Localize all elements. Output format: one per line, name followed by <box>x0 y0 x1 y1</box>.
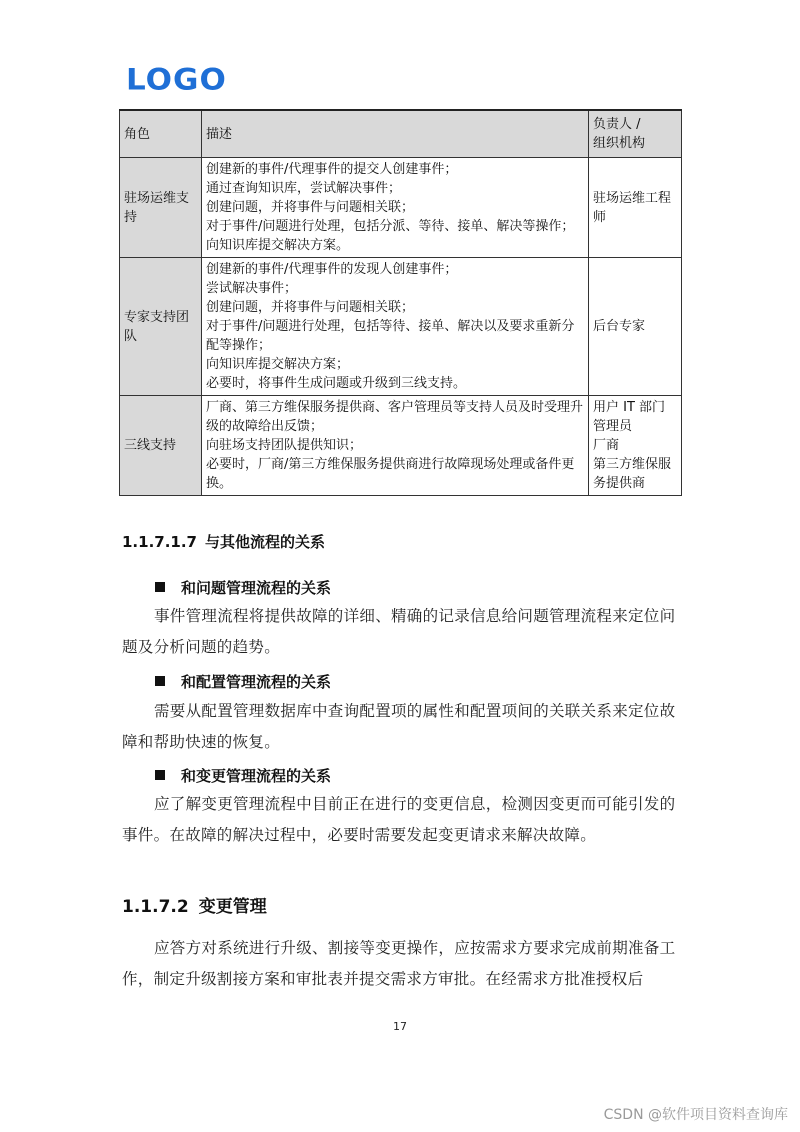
desc-line: 创建新的事件/代理事件的发现人创建事件； <box>206 262 458 277</box>
desc-line: 必要时，厂商/第三方维保服务提供商进行故障现场处理或备件更换。 <box>206 457 575 491</box>
table-row <box>120 258 682 396</box>
bullet-change-mgmt <box>155 765 331 786</box>
bullet-problem-mgmt <box>155 577 331 598</box>
role-cell: 驻场运维支持 <box>120 158 202 258</box>
owner-line: 后台专家 <box>593 319 646 334</box>
section-number: 1.1.7.1.7 <box>122 533 197 551</box>
bullet-square-icon <box>155 582 165 592</box>
desc-line: 对于事件/问题进行处理，包括等待、接单、解决以及要求重新分配等操作； <box>206 319 575 353</box>
header-owner <box>589 110 682 158</box>
desc-line: 尝试解决事件； <box>206 281 298 296</box>
header-role: 角色 <box>120 110 202 158</box>
section-title: 变更管理 <box>198 897 267 917</box>
section-heading-change-mgmt <box>122 892 267 917</box>
desc-cell <box>202 396 589 496</box>
bullet-title: 和问题管理流程的关系 <box>181 579 332 597</box>
paragraph: 应答方对系统进行升级、割接等变更操作，应按需求方要求完成前期准备工作，制定升级割接方案和审批表并提交需求方审批。在经需求方批准授权后 <box>122 939 676 988</box>
desc-line: 必要时，将事件生成问题或升级到三线支持。 <box>206 376 467 391</box>
desc-cell <box>202 258 589 396</box>
watermark: CSDN @软件项目资料查询库 <box>603 1107 788 1123</box>
desc-line: 向知识库提交解决方案。 <box>206 238 350 253</box>
section-heading-relations <box>122 531 325 552</box>
desc-cell <box>202 158 589 258</box>
paragraph: 应了解变更管理流程中目前正在进行的变更信息，检测因变更而可能引发的事件。在故障的解决过程中，必要时需要发起变更请求来解决故障。 <box>122 795 676 844</box>
section-title: 与其他流程的关系 <box>204 533 325 551</box>
desc-line: 创建问题，并将事件与问题相关联； <box>206 200 415 215</box>
desc-line: 厂商、第三方维保服务提供商、客户管理员等支持人员及时受理升级的故障给出反馈； <box>206 400 584 434</box>
desc-line: 向驻场支持团队提供知识； <box>206 438 363 453</box>
owner-line: 驻场运维工程师 <box>593 190 672 225</box>
paragraph: 事件管理流程将提供故障的详细、精确的记录信息给问题管理流程来定位问题及分析问题的趋势。 <box>122 607 676 656</box>
role-cell: 专家支持团队 <box>120 258 202 396</box>
bullet-square-icon <box>155 770 165 780</box>
bullet-title: 和配置管理流程的关系 <box>181 673 332 691</box>
table-row <box>120 158 682 258</box>
role-cell: 三线支持 <box>120 396 202 496</box>
header-owner-line: 负责人 / <box>593 117 641 132</box>
table-row <box>120 396 682 496</box>
owner-line: 用户 IT 部门管理员 <box>593 400 666 434</box>
desc-line: 向知识库提交解决方案； <box>206 357 350 372</box>
desc-line: 对于事件/问题进行处理，包括分派、等待、接单、解决等操作； <box>206 219 575 234</box>
logo: LOGO <box>126 62 227 98</box>
bullet-square-icon <box>155 676 165 686</box>
bullet-config-mgmt <box>155 671 331 692</box>
owner-cell <box>589 396 682 496</box>
page-number: 17 <box>393 1020 407 1033</box>
desc-line: 创建新的事件/代理事件的提交人创建事件； <box>206 162 458 177</box>
section-number: 1.1.7.2 <box>122 897 189 917</box>
owner-cell <box>589 258 682 396</box>
bullet-title: 和变更管理流程的关系 <box>181 767 332 785</box>
roles-table <box>119 109 682 496</box>
desc-line: 创建问题，并将事件与问题相关联； <box>206 300 415 315</box>
table-header-row <box>120 110 682 158</box>
owner-line: 第三方维保服务提供商 <box>593 457 672 491</box>
desc-line: 通过查询知识库，尝试解决事件； <box>206 181 402 196</box>
owner-line: 厂商 <box>593 438 620 453</box>
header-desc: 描述 <box>202 110 589 158</box>
paragraph: 需要从配置管理数据库中查询配置项的属性和配置项间的关联关系来定位故障和帮助快速的恢复。 <box>122 702 676 751</box>
header-owner-line: 组织机构 <box>593 136 646 151</box>
owner-cell <box>589 158 682 258</box>
